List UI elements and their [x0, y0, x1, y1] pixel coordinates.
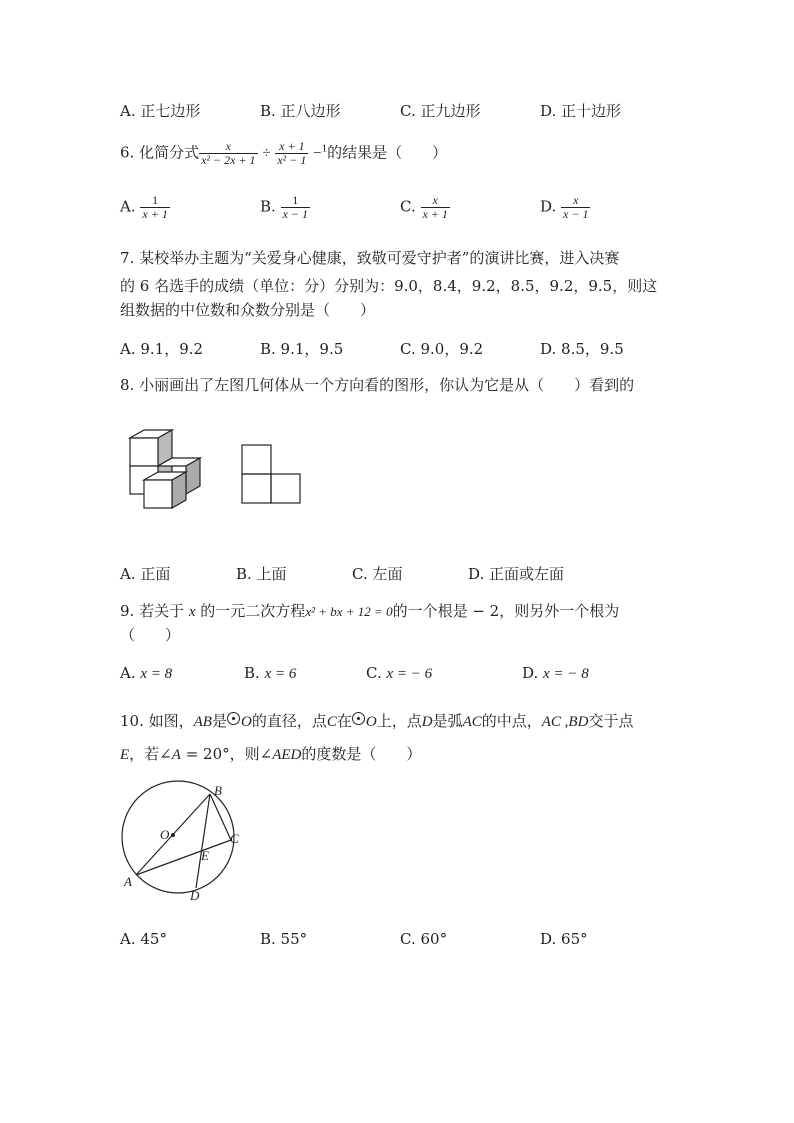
q9-variable: x — [188, 604, 196, 620]
option-letter: C. — [400, 197, 416, 216]
label-o: O — [160, 827, 170, 842]
frac-den: x + 1 — [142, 207, 168, 221]
view-square — [271, 474, 300, 503]
label-a: A — [124, 874, 132, 889]
q9-text: 9. 若关于 — [120, 602, 189, 620]
q9-stem-line-2: （ ） — [120, 626, 181, 644]
q6-option-c — [400, 194, 450, 221]
q7-stem-line-1: 7. 某校举办主题为“关爱身心健康，致敬可爱守护者”的演讲比赛，进入决赛 — [120, 249, 620, 267]
q9-equation: x² + bx + 12 = 0 — [305, 604, 393, 619]
option-expr: x = − 8 — [543, 666, 589, 682]
q5-option-a: A. 正七边形 — [120, 102, 201, 120]
q7-option-a: A. 9.1，9.2 — [120, 340, 204, 358]
q10-d: D — [421, 714, 433, 730]
q10-option-c: C. 60° — [400, 930, 448, 948]
q6-option-c-fraction — [421, 194, 450, 221]
q6-option-a-fraction — [140, 194, 169, 221]
q7-stem-line-2: 的 6 名选手的成绩（单位：分）分别为：9.0，8.4，9.2，8.5，9.2，9.5，则这 — [120, 277, 658, 295]
q6-frac1-num: x — [199, 140, 257, 154]
option-letter: D. — [522, 664, 539, 682]
label-d: D — [190, 888, 200, 903]
option-expr: x = − 6 — [386, 666, 433, 682]
q10-text: 是弧 — [432, 712, 463, 730]
q10-text: 是 — [211, 712, 227, 730]
q6-minus: − — [313, 145, 322, 162]
q6-divide-sign: ÷ — [262, 145, 271, 162]
q10-stem-line-2 — [120, 743, 421, 764]
q7-option-c: C. 9.0，9.2 — [400, 340, 484, 358]
q10-option-b: B. 55° — [260, 930, 308, 948]
q9-option-a — [120, 664, 172, 683]
q8-option-a: A. 正面 — [120, 565, 171, 583]
q6-option-b-fraction — [281, 194, 310, 221]
option-letter: A. — [120, 197, 136, 216]
q10-o: O — [240, 714, 252, 730]
view-square — [242, 474, 271, 503]
option-expr: x = 6 — [264, 666, 297, 682]
chord-bd — [196, 794, 210, 888]
frac-num: 1 — [281, 194, 310, 208]
q9-option-b — [244, 664, 296, 683]
q8-stem: 8. 小丽画出了左图几何体从一个方向看的图形，你认为它是从（ ）看到的 — [120, 376, 635, 394]
q10-text: 10. 如图， — [120, 712, 194, 730]
q8-option-b: B. 上面 — [236, 565, 287, 583]
q10-c: C — [326, 714, 337, 730]
q10-text: 的中点， — [481, 712, 542, 730]
q6-option-a — [120, 194, 170, 221]
q10-o: O — [365, 714, 377, 730]
frac-num: x — [421, 194, 450, 208]
q6-option-d — [540, 194, 590, 221]
q5-option-d: D. 正十边形 — [540, 102, 622, 120]
circle-dot-symbol — [227, 712, 240, 725]
frac-num: x — [561, 194, 590, 208]
q6-frac2-den: x² − 1 — [277, 153, 307, 167]
q10-a: A — [171, 747, 181, 763]
label-c: C — [230, 831, 239, 846]
q6-stem — [120, 140, 447, 167]
circle-dot-symbol — [352, 712, 365, 725]
q9-stem-line-1 — [120, 600, 619, 621]
q7-option-b: B. 9.1，9.5 — [260, 340, 344, 358]
label-e: E — [201, 848, 209, 863]
q10-text: = 20°，则∠ — [180, 745, 273, 763]
option-letter: C. — [366, 664, 382, 682]
q6-option-d-fraction — [561, 194, 590, 221]
label-b: B — [214, 783, 222, 798]
q5-option-b: B. 正八边形 — [260, 102, 341, 120]
q10-option-a: A. 45° — [120, 930, 167, 948]
frac-den: x − 1 — [563, 207, 589, 221]
frac-den: x − 1 — [282, 207, 309, 221]
cube-front-face — [130, 438, 158, 466]
q10-e: E — [120, 747, 130, 763]
q10-circle-figure — [112, 780, 252, 906]
q6-frac1-den: x² − 2x + 1 — [201, 153, 256, 167]
q5-option-c: C. 正九边形 — [400, 102, 481, 120]
q8-option-d: D. 正面或左面 — [468, 565, 565, 583]
q10-text: 在 — [336, 712, 352, 730]
q10-text: 的度数是（ ） — [301, 745, 422, 763]
q9-option-d — [522, 664, 589, 683]
frac-den: x + 1 — [422, 207, 448, 221]
view-square — [242, 445, 271, 474]
center-point-o — [171, 833, 175, 837]
q9-text: 的一个根是 − 2，则另外一个根为 — [392, 602, 620, 620]
q10-ab: AB — [193, 714, 212, 730]
q6-fraction-1 — [199, 140, 257, 167]
q6-prefix: 6. 化简分式 — [120, 143, 200, 162]
q9-option-c — [366, 664, 432, 683]
cube-front-face — [144, 480, 172, 508]
q10-text: 的直径，点 — [251, 712, 327, 730]
q10-ac-bd: AC ,BD — [541, 714, 589, 730]
q10-stem-line-1 — [120, 710, 633, 731]
q8-view-figure — [240, 443, 304, 505]
q10-aed: AED — [272, 747, 302, 763]
q7-option-d: D. 8.5，9.5 — [540, 340, 624, 358]
option-letter: B. — [244, 664, 260, 682]
q6-exponent: 1 — [321, 142, 328, 155]
q6-fraction-2 — [275, 140, 308, 167]
q8-cube-solid-figure — [124, 425, 206, 523]
q7-stem-line-3: 组数据的中位数和众数分别是（ ） — [120, 301, 376, 319]
q10-text: ，若∠ — [129, 745, 172, 763]
q9-text: 的一元二次方程 — [195, 602, 306, 620]
option-letter: B. — [260, 197, 276, 216]
option-expr: x = 8 — [140, 666, 173, 682]
option-letter: A. — [120, 664, 136, 682]
q10-ac: AC — [462, 714, 482, 730]
q8-option-c: C. 左面 — [352, 565, 403, 583]
chord-ac — [136, 840, 231, 875]
frac-num: 1 — [140, 194, 169, 208]
q6-frac2-num: x + 1 — [275, 140, 308, 154]
q10-text: 上，点 — [376, 712, 422, 730]
q6-option-b — [260, 194, 310, 221]
q10-text: 交于点 — [588, 712, 634, 730]
option-letter: D. — [540, 197, 557, 216]
q6-suffix: 的结果是（ ） — [327, 143, 448, 162]
q10-option-d: D. 65° — [540, 930, 588, 948]
